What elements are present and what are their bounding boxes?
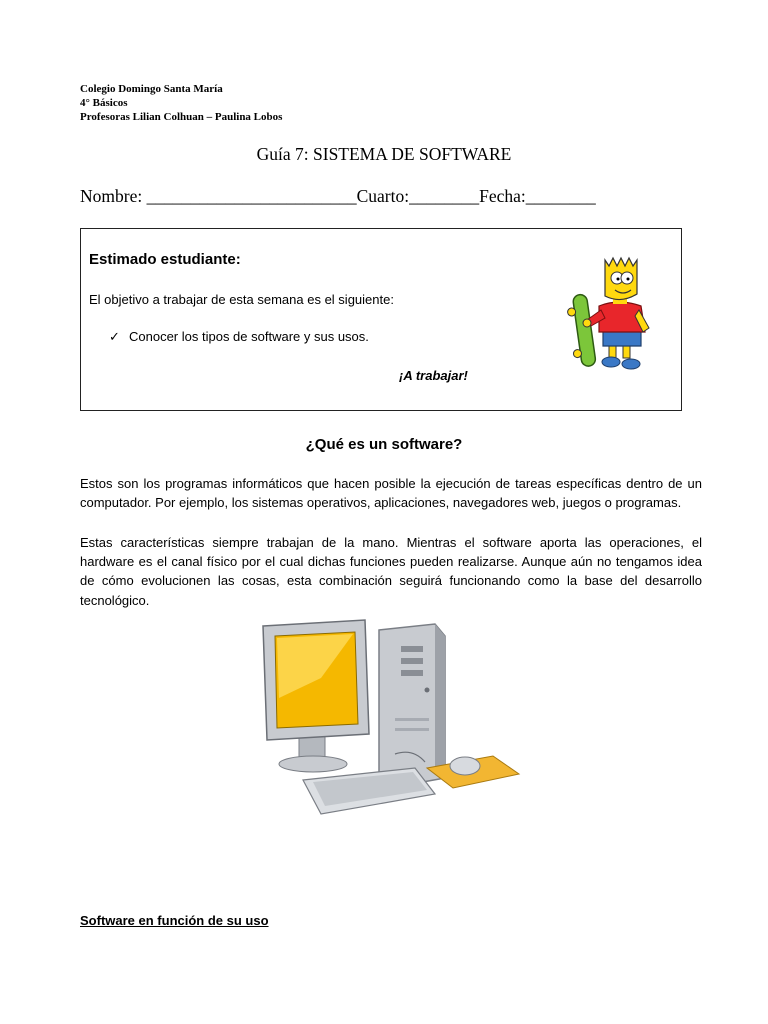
name-field[interactable]: : ________________________ <box>137 186 357 206</box>
skateboard-shape <box>565 294 596 368</box>
goal-item <box>109 329 369 345</box>
desktop-computer-image <box>255 618 525 818</box>
paragraph-characteristics <box>80 533 702 610</box>
school-name: Colegio Domingo Santa María <box>80 83 223 95</box>
monitor-shape <box>263 620 369 772</box>
name-label: Nombre <box>80 186 138 206</box>
teachers-names: Profesoras Lilian Colhuan – Paulina Lobos <box>80 111 283 123</box>
paragraph-characteristics-text: Estas características siempre trabajan de la mano. Mientras el software aporta las operaciones, el hardware es el canal físico por el cual dichas funciones pueden realizarse. Aunque aún no tengamos idea de cómo evolucionen las cosas, esta combinación seguirá funcionando como la base del desarrollo tecnológico. <box>80 535 702 608</box>
grade-level: 4° Básicos <box>80 97 128 109</box>
date-field[interactable]: ________ <box>525 186 596 206</box>
guide-title: Guía 7: SISTEMA DE SOFTWARE <box>256 144 512 164</box>
section-subheading: Software en función de su uso <box>80 913 269 928</box>
paragraph-definition <box>80 474 702 512</box>
date-label: Fecha: <box>479 186 526 206</box>
computer-tower-shape <box>379 624 445 788</box>
cartoon-character-image <box>559 254 655 372</box>
greeting: Estimado estudiante: <box>89 251 241 268</box>
keyboard-shape <box>303 768 435 814</box>
goal-text: Conocer los tipos de software y sus usos. <box>129 329 369 344</box>
course-label: Cuarto: <box>356 186 410 206</box>
student-info-row <box>80 186 596 207</box>
course-field[interactable]: ________ <box>409 186 480 206</box>
cheer-text: ¡A trabajar! <box>399 368 468 383</box>
paragraph-definition-text: Estos son los programas informáticos que hacen posible la ejecución de tareas específicas dentro de un computador. Por ejemplo, los sistemas operativos, aplicaciones, navegadores web, juegos o programas. <box>80 476 702 511</box>
objective-text: El objetivo a trabajar de esta semana es el siguiente: <box>89 292 394 307</box>
intro-box <box>80 228 682 411</box>
section-heading-question: ¿Qué es un software? <box>305 436 463 453</box>
document-header <box>80 82 282 124</box>
check-icon: ✓ <box>109 329 120 344</box>
